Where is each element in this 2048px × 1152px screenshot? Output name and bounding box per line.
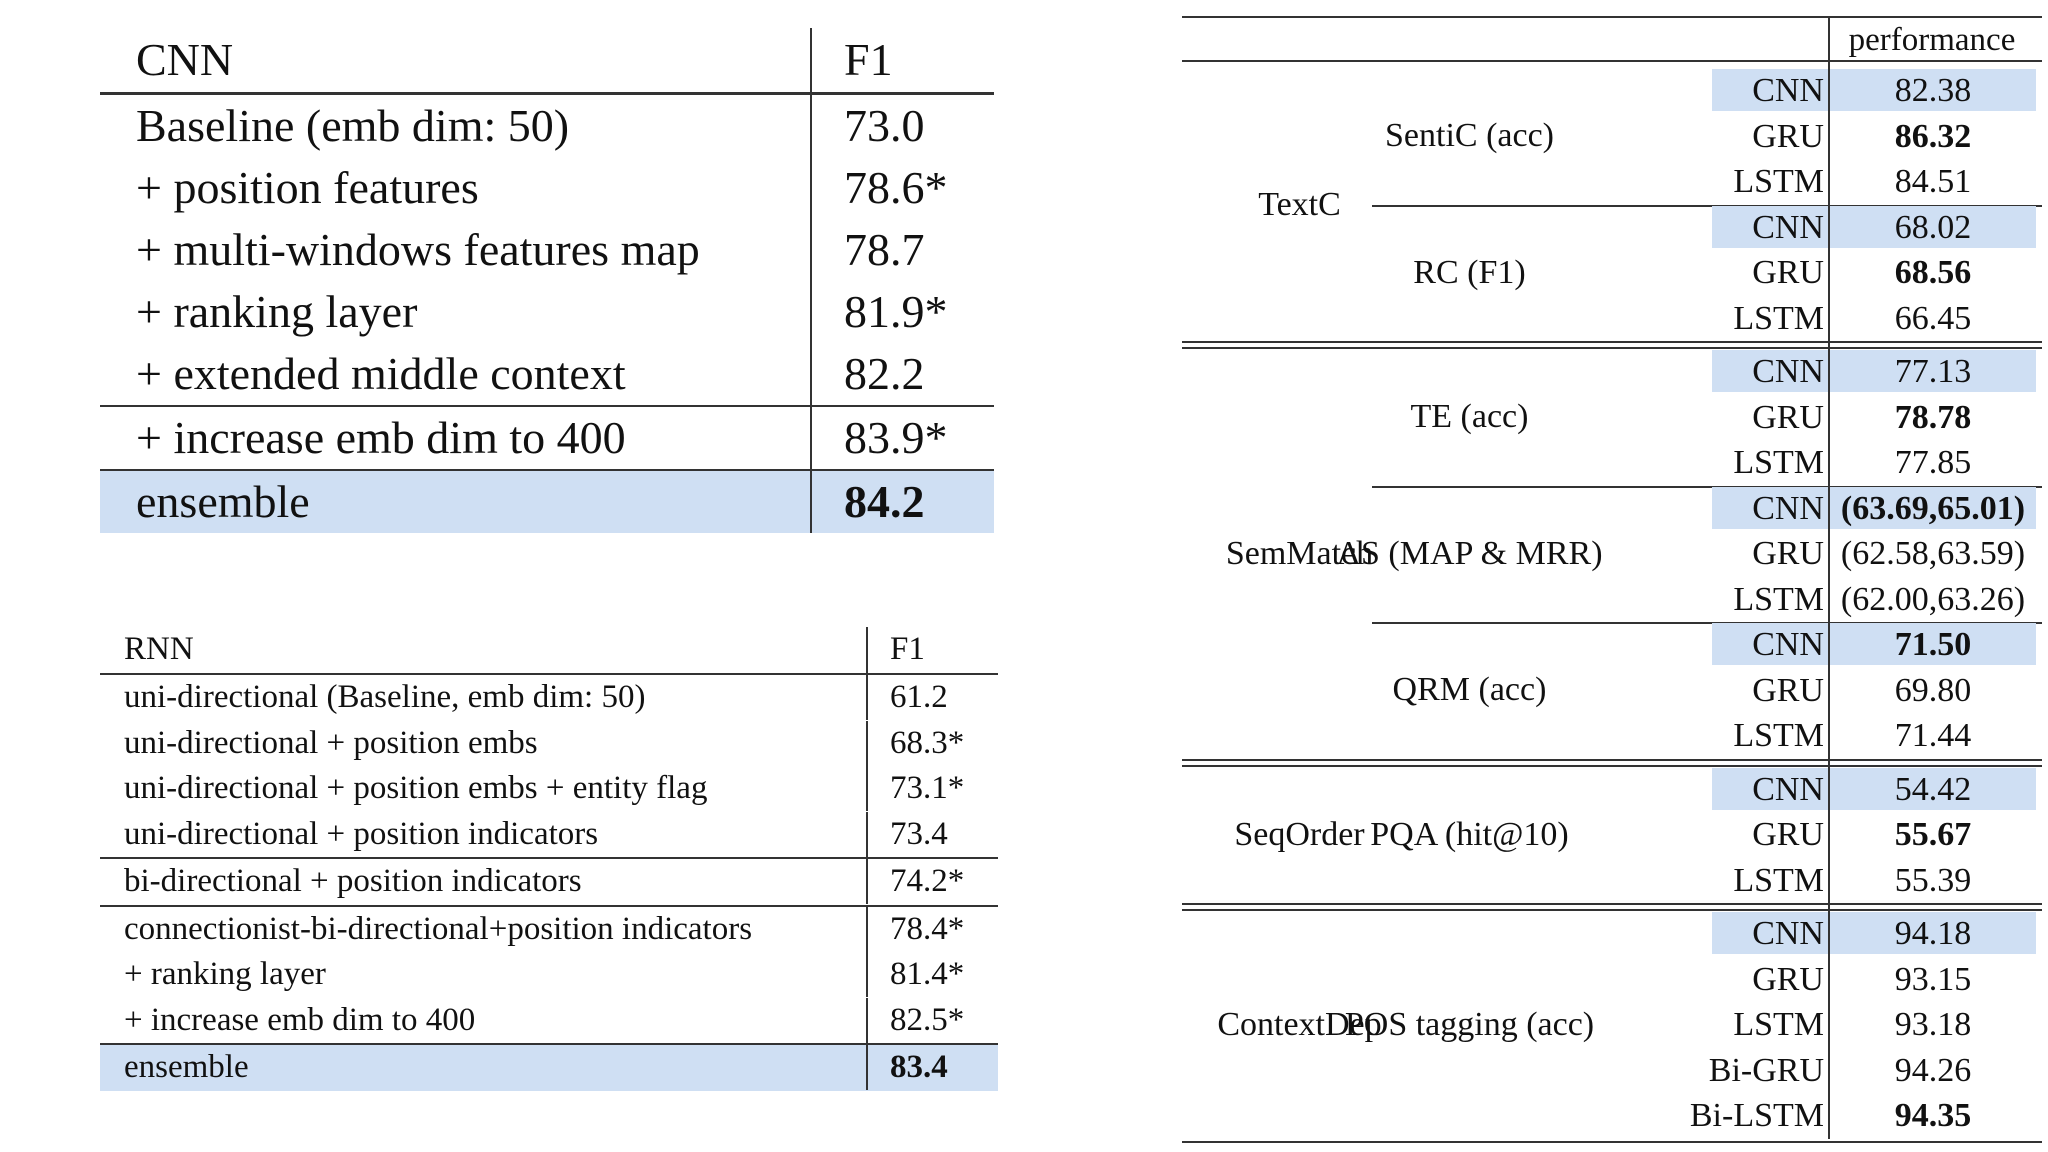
metric-value: 86.32 bbox=[1894, 117, 1972, 155]
metric-value: 94.35 bbox=[1894, 1097, 1972, 1134]
header-model: CNN bbox=[136, 34, 234, 85]
table-row bbox=[100, 952, 998, 998]
model-label: GRU bbox=[1752, 254, 1824, 291]
model-label: LSTM bbox=[1733, 580, 1824, 618]
table-row bbox=[100, 766, 998, 812]
table-row-highlighted bbox=[100, 1043, 998, 1091]
metric-value: 94.18 bbox=[1894, 915, 1972, 952]
subtask-label: AS (MAP & MRR) bbox=[1336, 534, 1603, 572]
performance-table bbox=[1182, 12, 2042, 1152]
row-label: + ranking layer bbox=[124, 956, 326, 993]
table-row bbox=[100, 675, 998, 721]
row-value: 83.4 bbox=[866, 1045, 998, 1090]
row-value: 78.4* bbox=[866, 907, 998, 952]
table-row bbox=[100, 721, 998, 767]
metric-value: 71.44 bbox=[1894, 717, 1972, 754]
row-label: + extended middle context bbox=[136, 348, 626, 399]
row-label: connectionist-bi-directional+position indicators bbox=[124, 910, 753, 947]
model-label: CNN bbox=[1752, 915, 1824, 952]
table-row bbox=[100, 857, 998, 905]
model-label: GRU bbox=[1752, 671, 1824, 709]
table-row bbox=[100, 998, 998, 1044]
row-label: uni-directional + position indicators bbox=[124, 815, 599, 852]
model-label: GRU bbox=[1752, 535, 1824, 572]
row-value: 82.5* bbox=[866, 998, 998, 1043]
metric-value: 77.13 bbox=[1894, 353, 1972, 390]
row-value: 81.9* bbox=[810, 281, 994, 343]
rnn-results-table bbox=[100, 627, 998, 1091]
subtask-label: QRM (acc) bbox=[1392, 671, 1547, 709]
table-row bbox=[100, 281, 994, 343]
table-row bbox=[100, 157, 994, 219]
row-label: + increase emb dim to 400 bbox=[124, 1001, 476, 1038]
metric-value: (62.00,63.26) bbox=[1840, 580, 2026, 618]
model-label: LSTM bbox=[1733, 1006, 1824, 1043]
table-header bbox=[100, 627, 998, 675]
row-value: 73.0 bbox=[810, 95, 994, 157]
model-label: GRU bbox=[1752, 398, 1824, 436]
table-row bbox=[100, 343, 994, 405]
metric-value: 94.26 bbox=[1894, 1051, 1972, 1089]
header-performance: performance bbox=[1848, 22, 2016, 58]
model-label: CNN bbox=[1752, 208, 1824, 246]
cnn-results-table bbox=[100, 28, 994, 533]
subtask-label: SentiC (acc) bbox=[1385, 117, 1554, 155]
subtask-label: PQA (hit@10) bbox=[1370, 815, 1569, 853]
task-label: TextC bbox=[1258, 185, 1341, 223]
row-value: 84.2 bbox=[810, 471, 994, 533]
row-value: 81.4* bbox=[866, 952, 998, 997]
row-value: 73.1* bbox=[866, 766, 998, 811]
row-value: 83.9* bbox=[810, 407, 994, 469]
model-label: LSTM bbox=[1733, 299, 1824, 337]
row-label: ensemble bbox=[124, 1049, 249, 1086]
metric-value: 84.51 bbox=[1894, 163, 1972, 200]
row-label: uni-directional + position embs bbox=[124, 724, 538, 761]
model-label: Bi-LSTM bbox=[1689, 1097, 1824, 1134]
row-label: bi-directional + position indicators bbox=[124, 863, 582, 900]
metric-value: 55.67 bbox=[1894, 816, 1972, 853]
model-label: GRU bbox=[1752, 816, 1824, 853]
header-metric: F1 bbox=[866, 627, 998, 673]
row-value: 68.3* bbox=[866, 721, 998, 766]
header-metric: F1 bbox=[810, 28, 994, 92]
table-row bbox=[100, 905, 998, 953]
model-label: Bi-GRU bbox=[1708, 1051, 1824, 1089]
model-label: LSTM bbox=[1733, 444, 1824, 481]
model-label: LSTM bbox=[1733, 861, 1824, 899]
table-row bbox=[100, 95, 994, 157]
metric-value: 55.39 bbox=[1894, 861, 1972, 899]
subtask-label: RC (F1) bbox=[1413, 253, 1526, 291]
metric-value: 68.56 bbox=[1894, 254, 1972, 291]
model-label: GRU bbox=[1752, 117, 1824, 155]
metric-value: 82.38 bbox=[1894, 72, 1972, 109]
model-label: CNN bbox=[1752, 72, 1824, 109]
task-label: SemMatch bbox=[1225, 534, 1374, 572]
metric-value: 69.80 bbox=[1894, 671, 1972, 709]
row-value: 78.6* bbox=[810, 157, 994, 219]
metric-value: (62.58,63.59) bbox=[1840, 535, 2026, 572]
header-model: RNN bbox=[124, 631, 194, 667]
metric-value: 66.45 bbox=[1894, 299, 1972, 337]
metric-value: (63.69,65.01) bbox=[1840, 489, 2026, 527]
metric-value: 71.50 bbox=[1894, 626, 1972, 663]
metric-value: 77.85 bbox=[1894, 444, 1972, 481]
row-label: + position features bbox=[136, 162, 479, 213]
row-label: Baseline (emb dim: 50) bbox=[136, 100, 570, 151]
task-label: SeqOrder bbox=[1234, 815, 1365, 853]
metric-value: 68.02 bbox=[1894, 208, 1972, 246]
model-label: GRU bbox=[1752, 960, 1824, 998]
model-label: CNN bbox=[1752, 353, 1824, 390]
metric-value: 78.78 bbox=[1894, 398, 1972, 436]
table-header bbox=[100, 28, 994, 95]
row-label: + increase emb dim to 400 bbox=[136, 412, 626, 463]
rule bbox=[1182, 759, 2042, 767]
row-label: uni-directional + position embs + entity flag bbox=[124, 770, 708, 807]
task-label: ContextDep bbox=[1217, 1005, 1382, 1043]
row-label: ensemble bbox=[136, 476, 310, 527]
rule bbox=[1182, 60, 2042, 62]
model-label: CNN bbox=[1752, 770, 1824, 808]
rule bbox=[1182, 1141, 2042, 1143]
row-value: 82.2 bbox=[810, 343, 994, 405]
row-label: + ranking layer bbox=[136, 286, 418, 337]
rule bbox=[1182, 903, 2042, 911]
metric-value: 93.15 bbox=[1894, 960, 1972, 998]
row-value: 74.2* bbox=[866, 859, 998, 904]
metric-value: 93.18 bbox=[1894, 1006, 1972, 1043]
table-row bbox=[100, 405, 994, 469]
row-value: 78.7 bbox=[810, 219, 994, 281]
subtask-label: POS tagging (acc) bbox=[1344, 1005, 1595, 1043]
metric-value: 54.42 bbox=[1894, 770, 1972, 808]
row-value: 61.2 bbox=[866, 675, 998, 720]
model-label: CNN bbox=[1752, 626, 1824, 663]
row-label: uni-directional (Baseline, emb dim: 50) bbox=[124, 679, 646, 716]
model-label: CNN bbox=[1752, 489, 1824, 527]
column-divider bbox=[1828, 16, 1830, 1139]
model-label: LSTM bbox=[1733, 163, 1824, 200]
row-value: 73.4 bbox=[866, 812, 998, 857]
subtask-label: TE (acc) bbox=[1410, 398, 1529, 436]
model-label: LSTM bbox=[1733, 717, 1824, 754]
table-row-highlighted bbox=[100, 469, 994, 533]
rule bbox=[1182, 341, 2042, 349]
table-row bbox=[100, 219, 994, 281]
row-label: + multi-windows features map bbox=[136, 224, 700, 275]
rule bbox=[1182, 16, 2042, 18]
table-row bbox=[100, 812, 998, 858]
